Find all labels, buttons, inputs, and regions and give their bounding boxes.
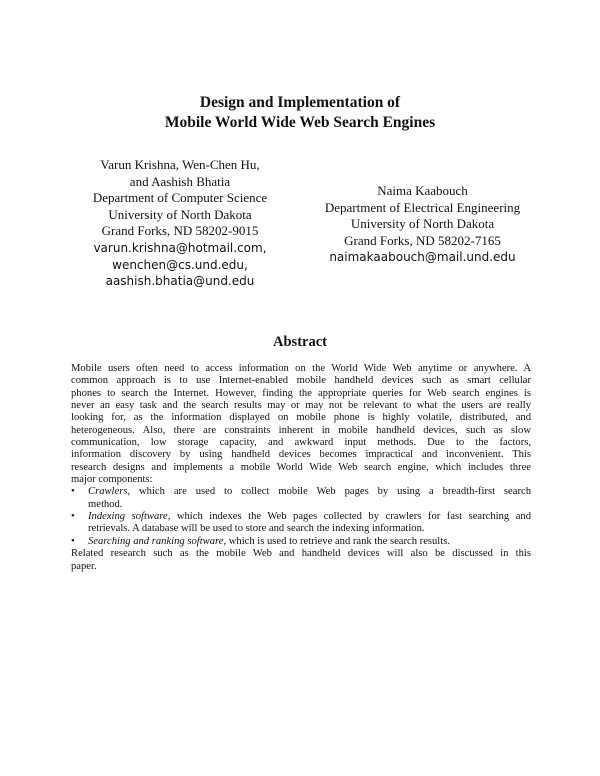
- bullet-item-crawlers: [71, 486, 531, 498]
- bullet-continuation: retrievals. A database will be used to store and search the indexing information.: [88, 523, 425, 535]
- bullet-text: , which are used to collect mobile Web pages by using a breadth-first search: [127, 486, 531, 498]
- bullet-text: , which indexes the Web pages collected by crawlers for fast searching and: [167, 511, 531, 523]
- abstract-line: major components:: [71, 474, 153, 486]
- abstract-line: looking for, as the information displayed on mobile phone is highly volatile, distributed, and: [71, 412, 531, 424]
- abstract-line: information discovery by using handheld devices becomes impractical and inconvenient. This: [71, 449, 531, 461]
- abstract-line: phones to search the Internet. However, finding the appropriate queries for Web search engines is: [71, 387, 531, 399]
- author-address-right: Grand Forks, ND 58202-7165: [344, 232, 501, 248]
- abstract-line: research designs and implements a mobile World Wide Web search engine, which includes three: [71, 461, 531, 473]
- bullet-dot: •: [71, 486, 75, 498]
- abstract-line: never an easy task and the search results may or may not be relevant to what the users are really: [71, 400, 531, 412]
- abstract-line: Mobile users often need to access information on the World Wide Web anytime or anywhere. A: [71, 363, 531, 374]
- bullet-item-indexing: [71, 511, 531, 523]
- paper-title-line-2: Mobile World Wide Web Search Engines: [164, 114, 436, 131]
- author-email-right: naimakaabouch@mail.und.edu: [329, 250, 516, 265]
- bullet-term: Indexing software: [88, 511, 168, 523]
- author-university: University of North Dakota: [108, 206, 252, 222]
- bullet-continuation: method.: [88, 498, 123, 510]
- author-block-left: [70, 157, 290, 290]
- author-email-1: varun.krishna@hotmail.com,: [93, 240, 267, 255]
- author-university-right: University of North Dakota: [350, 216, 495, 232]
- author-address: Grand Forks, ND 58202-9015: [101, 223, 259, 239]
- paper-title-line-1: Design and Implementation of: [199, 94, 401, 111]
- bullet-item-searching: [71, 536, 531, 548]
- closing-line: paper.: [71, 560, 97, 572]
- abstract-line: common approach is to use Internet-enabled mobile handheld devices such as smart cellular: [71, 375, 531, 387]
- bullet-dot: •: [71, 511, 75, 523]
- bullet-text: , which is used to retrieve and rank the search results.: [223, 535, 450, 547]
- author-names-line-2: and Aashish Bhatia: [129, 173, 231, 189]
- author-names-line-1: Varun Krishna, Wen-Chen Hu,: [100, 157, 260, 172]
- author-email-3: aashish.bhatia@und.edu: [105, 274, 255, 289]
- author-department-right: Department of Electrical Engineering: [324, 199, 521, 215]
- author-name-right: Naima Kaabouch: [377, 183, 468, 198]
- bullet-term: Crawlers: [88, 486, 128, 498]
- abstract-line: communication, low storage capacity, and awkward input methods. Due to the factors,: [71, 437, 531, 449]
- bullet-term: Searching and ranking software: [88, 535, 224, 547]
- author-email-2: wenchen@cs.und.edu,: [112, 257, 248, 272]
- author-block-right: [310, 183, 535, 266]
- abstract-body: [71, 363, 531, 573]
- closing-line: Related research such as the mobile Web and handheld devices will also be discussed in this: [71, 548, 531, 560]
- abstract-heading: Abstract: [273, 334, 327, 350]
- abstract-line: heterogeneous. Also, there are constraints inherent in mobile handheld devices, such as slow: [71, 424, 531, 436]
- author-department: Department of Computer Science: [92, 190, 268, 206]
- bullet-dot: •: [71, 535, 75, 547]
